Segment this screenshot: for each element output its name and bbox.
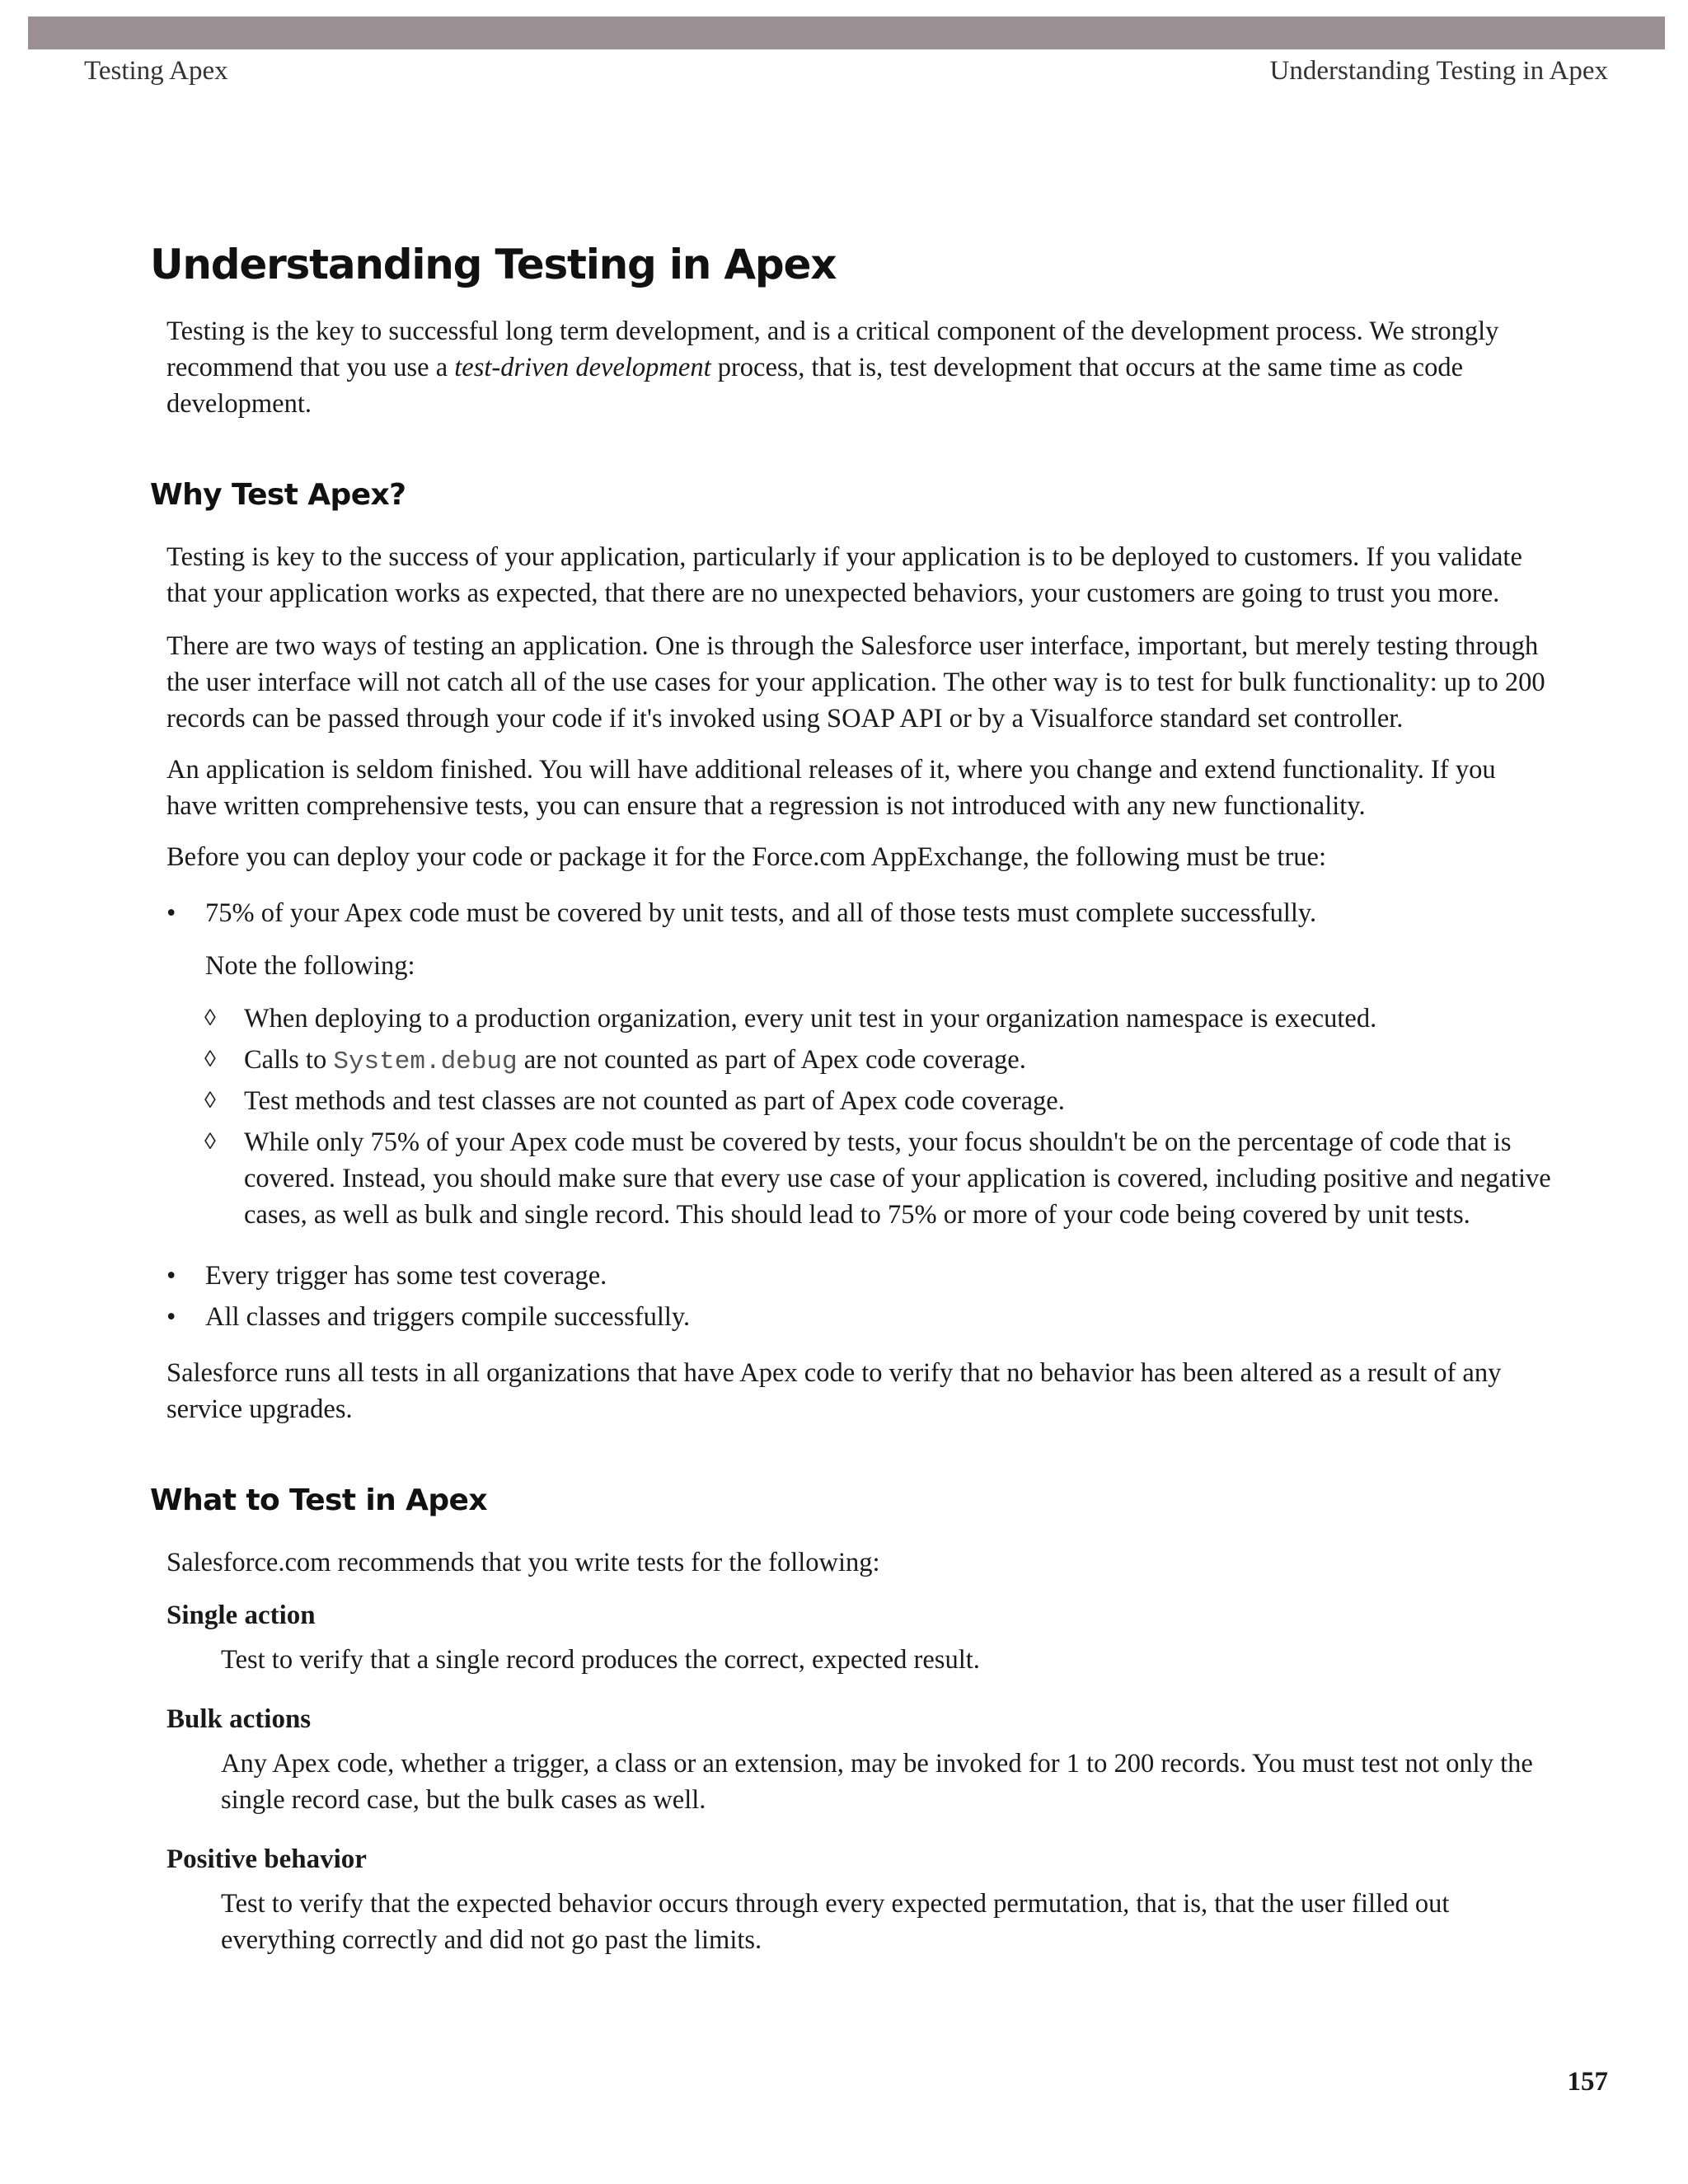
system-debug-code: System.debug — [333, 1047, 518, 1076]
bullet-compile: All classes and triggers compile successfully. — [205, 1302, 691, 1332]
diamond-marker: ◊ — [204, 1129, 216, 1155]
page-title: Understanding Testing in Apex — [150, 241, 837, 288]
term-bulk-actions: Bulk actions — [166, 1704, 312, 1734]
diamond-marker: ◊ — [204, 1047, 216, 1072]
why-paragraph-1: Testing is key to the success of your application, particularly if your application is to be deployed to customers. If you validate that your application works as expected, that there are no unexpected behaviors, your customers are going to trust you more. — [166, 542, 1522, 608]
diamond-marker: ◊ — [204, 1005, 216, 1031]
what-to-test-heading: What to Test in Apex — [150, 1483, 487, 1517]
running-header-left: Testing Apex — [84, 56, 228, 86]
intro-paragraph: Testing is the key to successful long term development, and is a critical component of the development process. We strongly recommend that you use a test-driven development process, that is, test development that occurs at the same time as code development. — [166, 316, 1499, 419]
why-test-heading: Why Test Apex? — [150, 478, 406, 512]
term-positive-behavior: Positive behavior — [166, 1844, 367, 1874]
bullet-trigger-coverage: Every trigger has some test coverage. — [205, 1261, 607, 1291]
why-paragraph-5: Salesforce runs all tests in all organizations that have Apex code to verify that no behavior has been altered as a result of any service upgrades. — [166, 1358, 1502, 1424]
definition-positive-behavior: Test to verify that the expected behavior occurs through every expected permutation, that is, that the user filled out everything correctly and did not go past the limits. — [221, 1889, 1450, 1955]
sub-bullet-focus: While only 75% of your Apex code must be covered by tests, your focus shouldn't be on the percentage of code that is covered. Instead, you should make sure that every use case of your application is covered, including positive and negative cases, as well as bulk and single record. This should lead to 75% or more of your code being covered by unit tests. — [244, 1127, 1551, 1230]
header-bar — [28, 16, 1665, 49]
test-driven-development-term: test-driven development — [454, 353, 711, 382]
term-single-action: Single action — [166, 1601, 316, 1630]
bullet-marker: • — [166, 898, 176, 928]
bullet-coverage: 75% of your Apex code must be covered by unit tests, and all of those tests must complete successfully. — [205, 898, 1317, 928]
bullet-marker: • — [166, 1302, 176, 1332]
sub-bullet-test-methods: Test methods and test classes are not counted as part of Apex code coverage. — [244, 1086, 1065, 1116]
why-paragraph-4: Before you can deploy your code or package it for the Force.com AppExchange, the following must be true: — [166, 842, 1326, 872]
note-label: Note the following: — [205, 951, 415, 981]
definition-single-action: Test to verify that a single record produces the correct, expected result. — [221, 1645, 980, 1675]
what-intro: Salesforce.com recommends that you write tests for the following: — [166, 1548, 880, 1577]
diamond-marker: ◊ — [204, 1088, 216, 1113]
why-paragraph-2: There are two ways of testing an application. One is through the Salesforce user interface, important, but merely testing through the user interface will not catch all of the use cases for your application. The other way is to test for bulk functionality: up to 200 records can be passed through your code if it's invoked using SOAP API or by a Visualforce standard set controller. — [166, 631, 1545, 733]
page-number: 157 — [1567, 2067, 1608, 2097]
definition-bulk-actions: Any Apex code, whether a trigger, a class or an extension, may be invoked for 1 to 200 records. You must test not only the single record case, but the bulk cases as well. — [221, 1749, 1533, 1815]
bullet-marker: • — [166, 1261, 176, 1291]
why-paragraph-3: An application is seldom finished. You will have additional releases of it, where you change and extend functionality. If you have written comprehensive tests, you can ensure that a regression is not introduced with any new functionality. — [166, 755, 1496, 821]
running-header-right: Understanding Testing in Apex — [1269, 56, 1608, 86]
sub-bullet-debug: Calls to System.debug are not counted as part of Apex code coverage. — [244, 1045, 1026, 1076]
sub-bullet-production: When deploying to a production organization, every unit test in your organization namespace is executed. — [244, 1004, 1377, 1033]
